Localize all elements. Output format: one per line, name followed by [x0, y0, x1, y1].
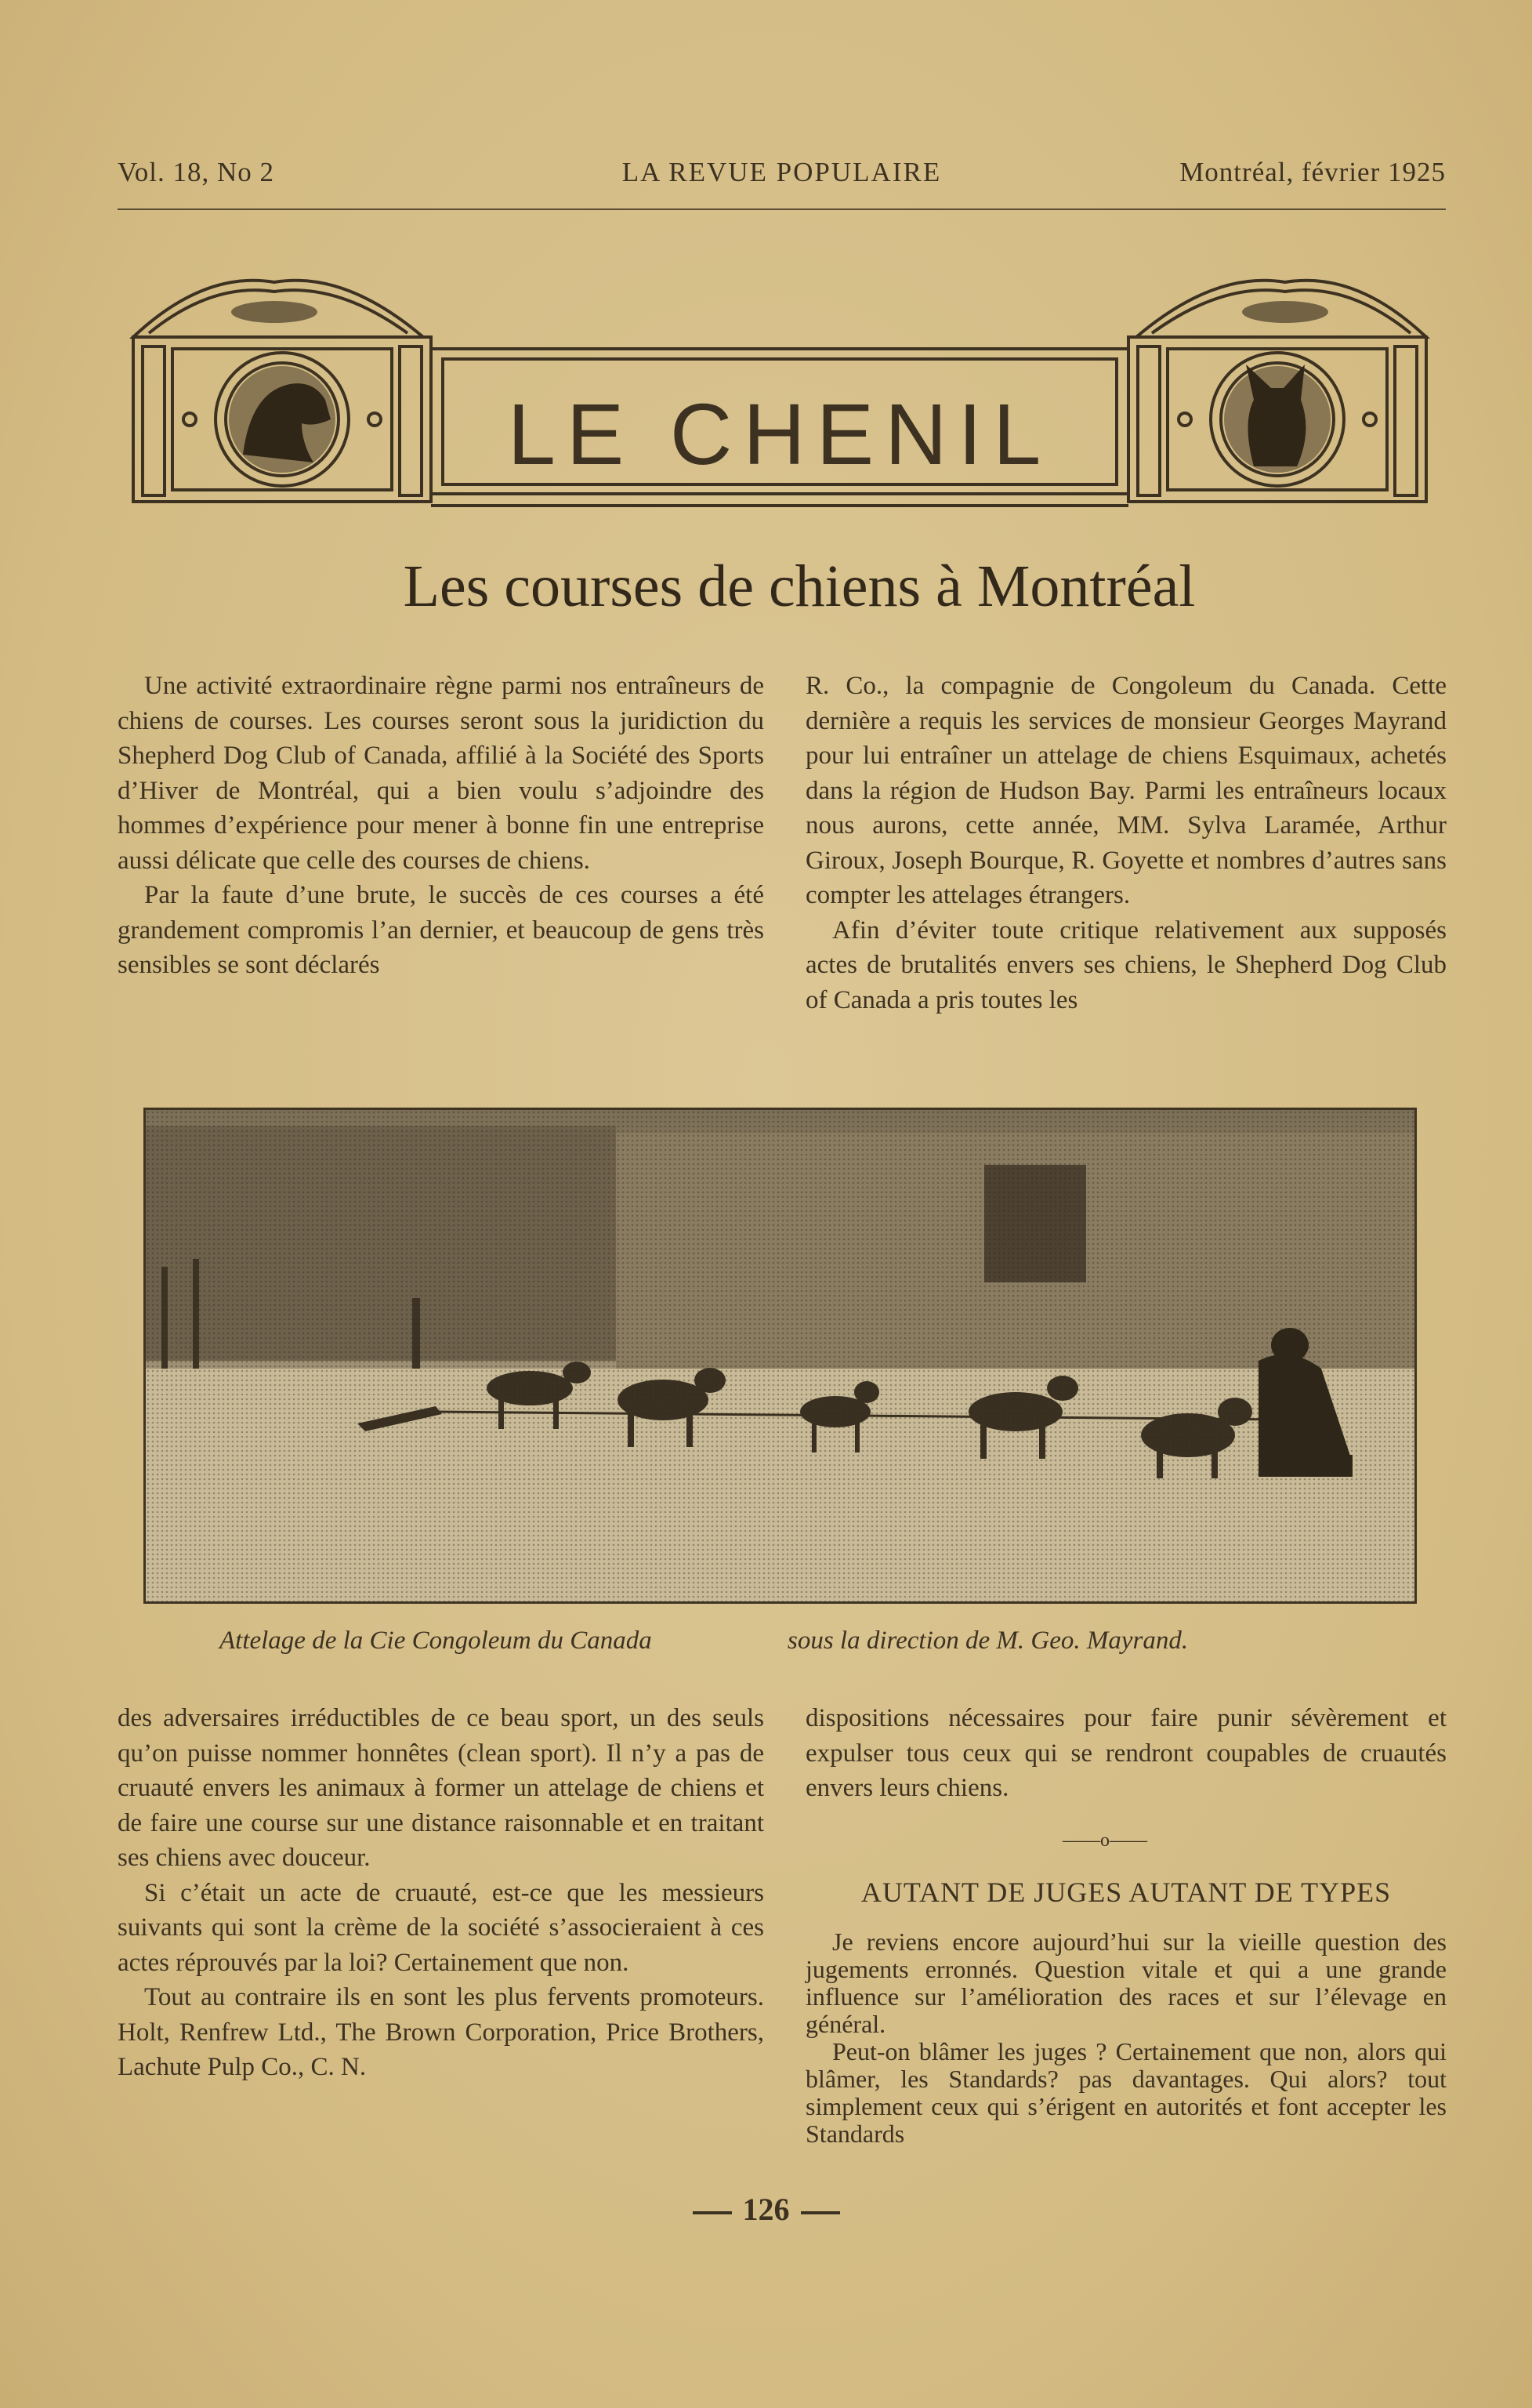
paragraph: R. Co., la compagnie de Congoleum du Canada. Cette dernière a requis les services de monsieur Georges Mayrand pour lui entraîner un attelage de chiens Esquimaux, achetés dans la région de Hudson Bay. Parmi les entraîneurs locaux nous aurons, cette année, MM. Sylva Laramée, Arthur Giroux, Joseph Bourque, R. Goyette et nombres d’autres sans compter les attelages étrangers.	[806, 672, 1447, 909]
dog-team-photo	[143, 1108, 1417, 1604]
section-banner	[125, 274, 1434, 510]
page-number-value: 126	[742, 2192, 790, 2227]
page-number-dash	[801, 2211, 840, 2214]
article-column-left-bottom	[118, 1701, 764, 2085]
running-head	[118, 157, 1446, 196]
article-column-left-top	[118, 669, 764, 983]
paragraph: des adversaires irréductibles de ce beau sport, un des seuls qu’on puisse nommer honnêtes (clean sport). Il n’y a pas de cruauté envers les animaux à former un attelage de chiens et de faire une course sur une distance raisonnable et en traitant ses chiens avec douceur.	[118, 1704, 764, 1872]
page-number	[0, 2191, 1532, 2228]
article-title: Les courses de chiens à Montréal	[403, 553, 1196, 619]
section-text	[806, 1928, 1447, 2148]
header-rule	[118, 209, 1446, 210]
paragraph: Par la faute d’une brute, le succès de ces courses a été grandement compromis l’an dernier, et beaucoup de gens très sensibles se sont déclarés	[118, 881, 764, 979]
volume-number: Vol. 18, No 2	[118, 157, 275, 187]
page-number-dash	[693, 2211, 732, 2214]
publication-name: LA REVUE POPULAIRE	[621, 157, 942, 187]
article-column-right-bottom	[806, 1701, 1447, 1806]
paragraph: Peut-on blâmer les juges ? Certainement que non, alors qui blâmer, les Standards? pas davantages. Qui alors? tout simplement ceux qui s’érigent en autorités et font accepter les Standards	[806, 2037, 1447, 2148]
paragraph: dispositions nécessaires pour faire punir sévèrement et expulser tous ceux qui se rendront coupables de cruautés envers leurs chiens.	[806, 1704, 1447, 1802]
place-date: Montréal, février 1925	[1179, 157, 1446, 187]
paragraph: Une activité extraordinaire règne parmi nos entraîneurs de chiens de courses. Les courses seront sous la juridiction du Shepherd Dog Club of Canada, affilié à la Société des Sports d’Hiver de Montréal, qui a bien voulu s’adjoindre des hommes d’expérience pour mener à bonne fin une entreprise aussi délicate que celle des courses de chiens.	[118, 672, 764, 875]
section-divider: ——o——	[1063, 1830, 1147, 1851]
paragraph: Je reviens encore aujourd’hui sur la vieille question des jugements erronnés. Question vitale et qui a une grande influence sur l’amélioration des races et sur l’élevage en général.	[806, 1927, 1447, 2038]
section-heading: AUTANT DE JUGES AUTANT DE TYPES	[860, 1877, 1392, 1908]
paragraph: Afin d’éviter toute critique relativement aux supposés actes de brutalités envers ses chiens, le Shepherd Dog Club of Canada a pris toutes les	[806, 916, 1447, 1014]
banner-title: LE CHENIL	[507, 386, 1052, 483]
caption-left: Attelage de la Cie Congoleum du Canada	[219, 1626, 652, 1655]
caption-right: sous la direction de M. Geo. Mayrand.	[788, 1626, 1189, 1655]
paragraph: Si c’était un acte de cruauté, est-ce que les messieurs suivants qui sont la crème de la société s’associeraient à ces actes réprouvés par la loi? Certainement que non.	[118, 1878, 764, 1977]
dog-sled-team-illustration	[146, 1110, 1415, 1602]
paragraph: Tout au contraire ils en sont les plus fervents promoteurs. Holt, Renfrew Ltd., The Brown Corporation, Price Brothers, Lachute Pulp Co., C. N.	[118, 1983, 764, 2081]
article-column-right-top	[806, 669, 1447, 1017]
